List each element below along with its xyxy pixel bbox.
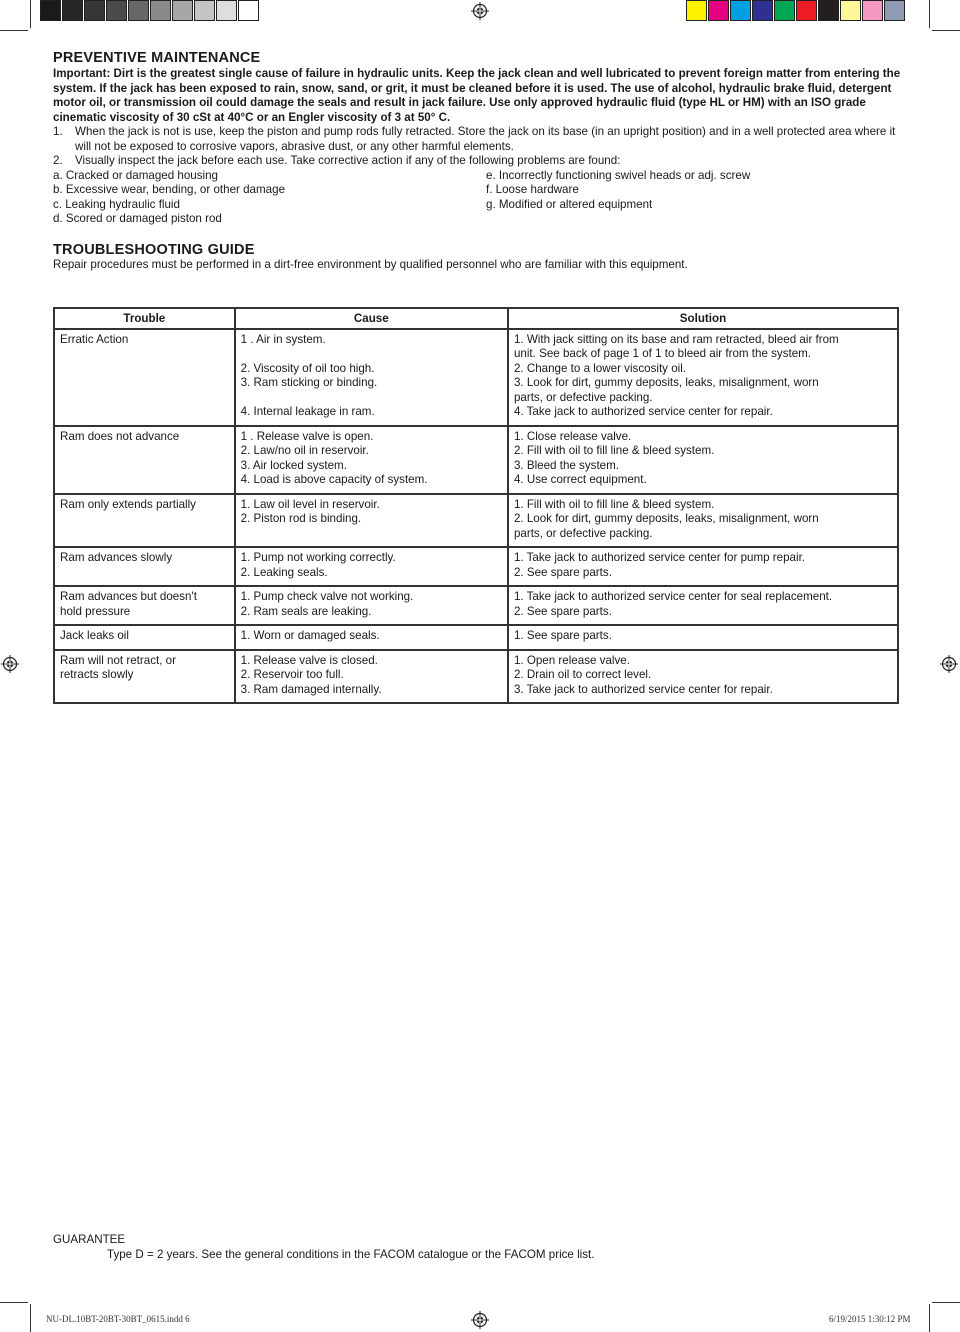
cell-line: 1. Law oil level in reservoir. bbox=[240, 497, 380, 511]
cell-line: 2. Law/no oil in reservoir. bbox=[240, 444, 369, 457]
color-swatch bbox=[774, 0, 795, 21]
cell-line: 2. Ram seals are leaking. bbox=[240, 604, 372, 618]
cmyk-color-bar bbox=[686, 0, 906, 22]
cell-line: 2. Look for dirt, gummy deposits, leaks, misalignment, worn bbox=[513, 512, 819, 525]
color-swatch bbox=[172, 0, 193, 21]
color-swatch bbox=[40, 0, 61, 21]
solution-cell bbox=[508, 650, 898, 704]
registration-mark-icon bbox=[471, 1311, 489, 1329]
item-text: When the jack is not is use, keep the piston and pump rods fully retracted. Store the jack on its base (in an upright position) and in a well protected area where it will not be exposed to corrosive vapors, abrasive dust, or any other harmful elements. bbox=[75, 125, 896, 153]
solution-cell bbox=[508, 329, 898, 426]
cell-line: 3. Bleed the system. bbox=[513, 458, 619, 472]
trim-mark bbox=[932, 1302, 960, 1303]
registration-mark-icon bbox=[940, 655, 958, 673]
cell-line: Jack leaks oil bbox=[60, 629, 129, 642]
trouble-cell bbox=[54, 494, 235, 548]
trouble-cell bbox=[54, 426, 235, 494]
color-swatch bbox=[128, 0, 149, 21]
color-swatch bbox=[796, 0, 817, 21]
color-swatch bbox=[216, 0, 237, 21]
guarantee-text: Type D = 2 years. See the general conditions in the FACOM catalogue or the FACOM price list. bbox=[107, 1248, 595, 1261]
trim-mark bbox=[929, 1304, 930, 1332]
guarantee-title: GUARANTEE bbox=[53, 1233, 126, 1246]
checklist-item bbox=[486, 212, 905, 227]
item-text: Visually inspect the jack before each use. Take corrective action if any of the following problems are found: bbox=[75, 154, 621, 167]
color-swatch bbox=[884, 0, 905, 21]
color-swatch bbox=[84, 0, 105, 21]
solution-cell bbox=[508, 547, 898, 586]
cell-line: 3. Ram sticking or binding. bbox=[240, 376, 378, 389]
cell-line: 1. Open release valve. bbox=[513, 653, 630, 667]
cell-line: 2. Fill with oil to fill line & bleed system. bbox=[513, 444, 715, 457]
preventive-maintenance-title: PREVENTIVE MAINTENANCE bbox=[53, 50, 261, 66]
table-row bbox=[54, 329, 898, 426]
cell-line: 2. See spare parts. bbox=[513, 604, 612, 618]
color-swatch bbox=[686, 0, 707, 21]
cell-line: 1. Fill with oil to fill line & bleed system. bbox=[513, 497, 715, 511]
column-header-cause: Cause bbox=[235, 308, 508, 329]
cell-line: 1. Pump check valve not working. bbox=[240, 590, 414, 603]
cell-line: Ram will not retract, or bbox=[60, 653, 176, 667]
checklist-item: e. Incorrectly functioning swivel heads or adj. screw bbox=[486, 168, 751, 182]
guarantee-section bbox=[53, 1232, 595, 1262]
trim-mark bbox=[932, 30, 960, 31]
color-swatch bbox=[752, 0, 773, 21]
cell-line: Ram only extends partially bbox=[60, 497, 196, 511]
trouble-cell bbox=[54, 586, 235, 625]
color-swatch bbox=[238, 0, 259, 21]
trouble-cell bbox=[54, 329, 235, 426]
grayscale-color-bar bbox=[40, 0, 260, 22]
cell-line: 2. Viscosity of oil too high. bbox=[240, 361, 375, 375]
item-number: 2. bbox=[53, 154, 63, 167]
checklist-item: f. Loose hardware bbox=[486, 183, 579, 196]
cell-line: unit. See back of page 1 of 1 to bleed air from the system. bbox=[513, 347, 812, 360]
cause-cell bbox=[235, 494, 508, 548]
trim-mark bbox=[0, 30, 28, 31]
color-swatch bbox=[106, 0, 127, 21]
cell-line bbox=[241, 347, 502, 362]
solution-cell bbox=[508, 494, 898, 548]
color-swatch bbox=[840, 0, 861, 21]
cause-cell bbox=[235, 586, 508, 625]
checklist-item: d. Scored or damaged piston rod bbox=[53, 212, 222, 225]
footer-timestamp: 6/19/2015 1:30:12 PM bbox=[829, 1314, 911, 1324]
troubleshooting-table-body bbox=[54, 329, 898, 704]
cell-line: 1. Pump not working correctly. bbox=[240, 551, 396, 564]
color-swatch bbox=[818, 0, 839, 21]
trim-mark bbox=[30, 1304, 31, 1332]
item-number: 1. bbox=[53, 125, 63, 138]
cell-line bbox=[241, 391, 502, 406]
cause-cell bbox=[235, 625, 508, 650]
cell-line: parts, or defective packing. bbox=[513, 526, 653, 540]
cell-line: 1. See spare parts. bbox=[513, 629, 612, 642]
preventive-maintenance-section bbox=[53, 50, 905, 272]
color-swatch bbox=[708, 0, 729, 21]
trim-mark bbox=[0, 1302, 28, 1303]
color-swatch bbox=[730, 0, 751, 21]
cell-line: 3. Look for dirt, gummy deposits, leaks, misalignment, worn bbox=[513, 376, 819, 389]
table-row bbox=[54, 650, 898, 704]
cell-line: 1. Worn or damaged seals. bbox=[240, 629, 380, 642]
color-swatch bbox=[150, 0, 171, 21]
cell-line: 3. Air locked system. bbox=[240, 458, 347, 472]
table-row bbox=[54, 625, 898, 650]
cell-line: 2. See spare parts. bbox=[513, 565, 612, 579]
checklist-item: a. Cracked or damaged housing bbox=[53, 168, 218, 182]
cell-line: Ram advances slowly bbox=[60, 551, 173, 564]
inspection-checklist bbox=[53, 169, 905, 227]
cell-line: 3. Take jack to authorized service center for repair. bbox=[513, 682, 773, 696]
cause-cell bbox=[235, 547, 508, 586]
troubleshooting-intro: Repair procedures must be performed in a dirt-free environment by qualified personnel who are familiar with this equipment. bbox=[53, 257, 688, 271]
cell-line: Ram does not advance bbox=[60, 429, 180, 443]
cell-line: 4. Use correct equipment. bbox=[513, 473, 647, 486]
registration-mark-icon bbox=[1, 655, 19, 673]
cause-cell bbox=[235, 329, 508, 426]
cell-line: Ram advances but doesn't bbox=[60, 590, 197, 603]
cell-line: 2. Leaking seals. bbox=[240, 565, 328, 579]
table-header-row bbox=[54, 308, 898, 329]
cell-line: retracts slowly bbox=[60, 668, 134, 681]
checklist-item: b. Excessive wear, bending, or other damage bbox=[53, 183, 286, 196]
color-swatch bbox=[862, 0, 883, 21]
cell-line: hold pressure bbox=[60, 604, 131, 618]
maintenance-item-1 bbox=[53, 125, 905, 154]
trouble-cell bbox=[54, 650, 235, 704]
table-row bbox=[54, 494, 898, 548]
important-notice: Important: Dirt is the greatest single cause of failure in hydraulic units. Keep the jack clean and well lubricated to prevent foreign matter from entering the system. If the jack has been exposed to rain, snow, sand, or grit, it must be cleaned before it is used. The use of alcohol, hydraulic brake fluid, detergent motor oil, or transmission oil could damage the seals and result in jack failure. Use only approved hydraulic fluid (type HL or HM) with an ISO grade cinematic viscosity of 30 cSt at 40°C or an Engler viscosity of 3 at 50° C. bbox=[53, 67, 901, 124]
checklist-item: g. Modified or altered equipment bbox=[486, 197, 653, 211]
table-row bbox=[54, 426, 898, 494]
cell-line: 1. Release valve is closed. bbox=[240, 653, 378, 667]
maintenance-item-2 bbox=[53, 154, 905, 169]
trim-mark bbox=[929, 0, 930, 28]
cell-line: 1 . Air in system. bbox=[240, 332, 326, 346]
cell-line: 4. Take jack to authorized service center for repair. bbox=[513, 405, 773, 418]
cell-line: parts, or defective packing. bbox=[513, 390, 653, 404]
cell-line: 2. Change to a lower viscosity oil. bbox=[513, 361, 687, 375]
trim-mark bbox=[30, 0, 31, 28]
cell-line: 2. Drain oil to correct level. bbox=[513, 668, 652, 681]
cell-line: 4. Internal leakage in ram. bbox=[240, 405, 375, 418]
cell-line: 1. Close release valve. bbox=[513, 429, 632, 443]
cell-line: Erratic Action bbox=[60, 332, 129, 346]
troubleshooting-title: TROUBLESHOOTING GUIDE bbox=[53, 241, 255, 258]
cell-line: 2. Piston rod is binding. bbox=[240, 512, 362, 525]
cell-line: 1. Take jack to authorized service center for pump repair. bbox=[513, 551, 806, 564]
solution-cell bbox=[508, 625, 898, 650]
cell-line: 1. Take jack to authorized service center for seal replacement. bbox=[513, 590, 833, 603]
cell-line: 1 . Release valve is open. bbox=[240, 429, 374, 443]
color-swatch bbox=[62, 0, 83, 21]
cause-cell bbox=[235, 650, 508, 704]
cell-line: 2. Reservoir too full. bbox=[240, 668, 344, 681]
cell-line: 4. Load is above capacity of system. bbox=[240, 473, 428, 486]
solution-cell bbox=[508, 586, 898, 625]
solution-cell bbox=[508, 426, 898, 494]
cell-line: 1. With jack sitting on its base and ram retracted, bleed air from bbox=[513, 332, 839, 346]
cell-line: 3. Ram damaged internally. bbox=[240, 682, 382, 696]
trouble-cell bbox=[54, 547, 235, 586]
checklist-item: c. Leaking hydraulic fluid bbox=[53, 197, 180, 211]
column-header-solution: Solution bbox=[508, 308, 898, 329]
footer-file-name: NU-DL.10BT-20BT-30BT_0615.indd 6 bbox=[46, 1314, 190, 1324]
registration-mark-icon bbox=[471, 2, 489, 20]
color-swatch bbox=[194, 0, 215, 21]
trouble-cell bbox=[54, 625, 235, 650]
table-row bbox=[54, 586, 898, 625]
troubleshooting-table bbox=[53, 307, 899, 704]
cause-cell bbox=[235, 426, 508, 494]
column-header-trouble: Trouble bbox=[54, 308, 235, 329]
table-row bbox=[54, 547, 898, 586]
